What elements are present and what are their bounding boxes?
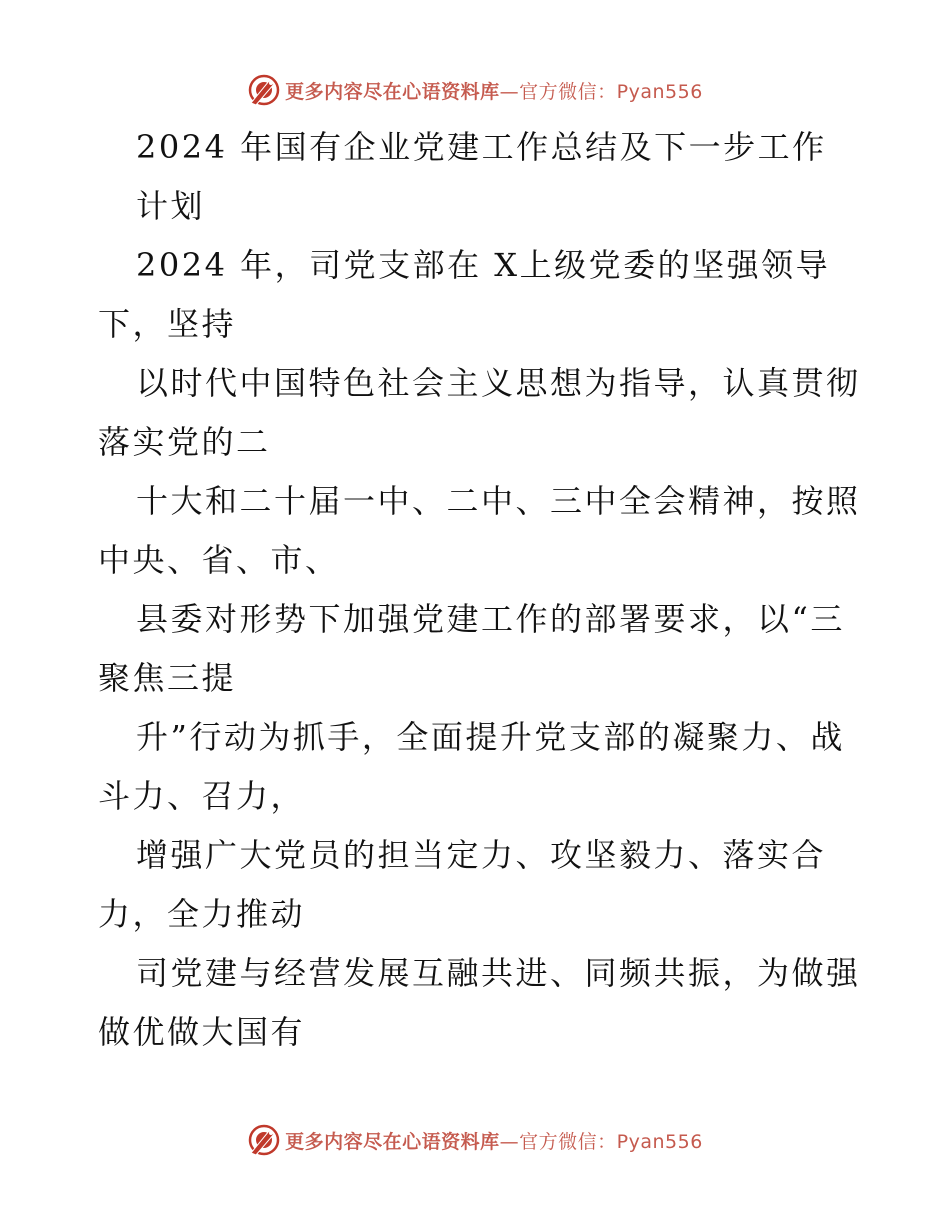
text-line: 聚焦三提	[98, 659, 237, 697]
text-line: 十大和二十届一中、二中、三中全会精神，按照	[136, 482, 861, 520]
text-line: 落实党的二	[98, 423, 271, 461]
pen-logo-icon	[247, 1123, 281, 1157]
text-line: 中央、省、市、	[98, 541, 340, 579]
pen-logo-icon	[247, 73, 281, 107]
banner-site-text: 更多内容尽在心语资料库	[285, 1130, 500, 1153]
text-line: 斗力、召力，	[98, 777, 306, 815]
text-line: 升”行动为抓手，全面提升党支部的凝聚力、战	[136, 718, 845, 756]
text-line: 下，坚持	[98, 305, 237, 343]
document-body	[98, 118, 861, 1062]
footer-watermark-banner	[0, 1120, 950, 1160]
text-line: 2024 年，司党支部在 X上级党委的坚强领导	[136, 246, 831, 284]
banner-wechat-text: —官方微信：Pyan556	[499, 1130, 703, 1153]
text-line: 做优做大国有	[98, 1013, 306, 1051]
text-line: 司党建与经营发展互融共进、同频共振，为做强	[136, 954, 861, 992]
banner-wechat-text: —官方微信：Pyan556	[499, 80, 703, 103]
banner-site-text: 更多内容尽在心语资料库	[285, 80, 500, 103]
text-line: 2024 年国有企业党建工作总结及下一步工作	[136, 128, 827, 166]
text-line: 县委对形势下加强党建工作的部署要求，以“三	[136, 600, 845, 638]
text-line: 计划	[136, 187, 206, 225]
text-line: 增强广大党员的担当定力、攻坚毅力、落实合	[136, 836, 827, 874]
text-line: 以时代中国特色社会主义思想为指导，认真贯彻	[136, 364, 861, 402]
header-watermark-banner	[0, 70, 950, 110]
text-line: 力，全力推动	[98, 895, 306, 933]
